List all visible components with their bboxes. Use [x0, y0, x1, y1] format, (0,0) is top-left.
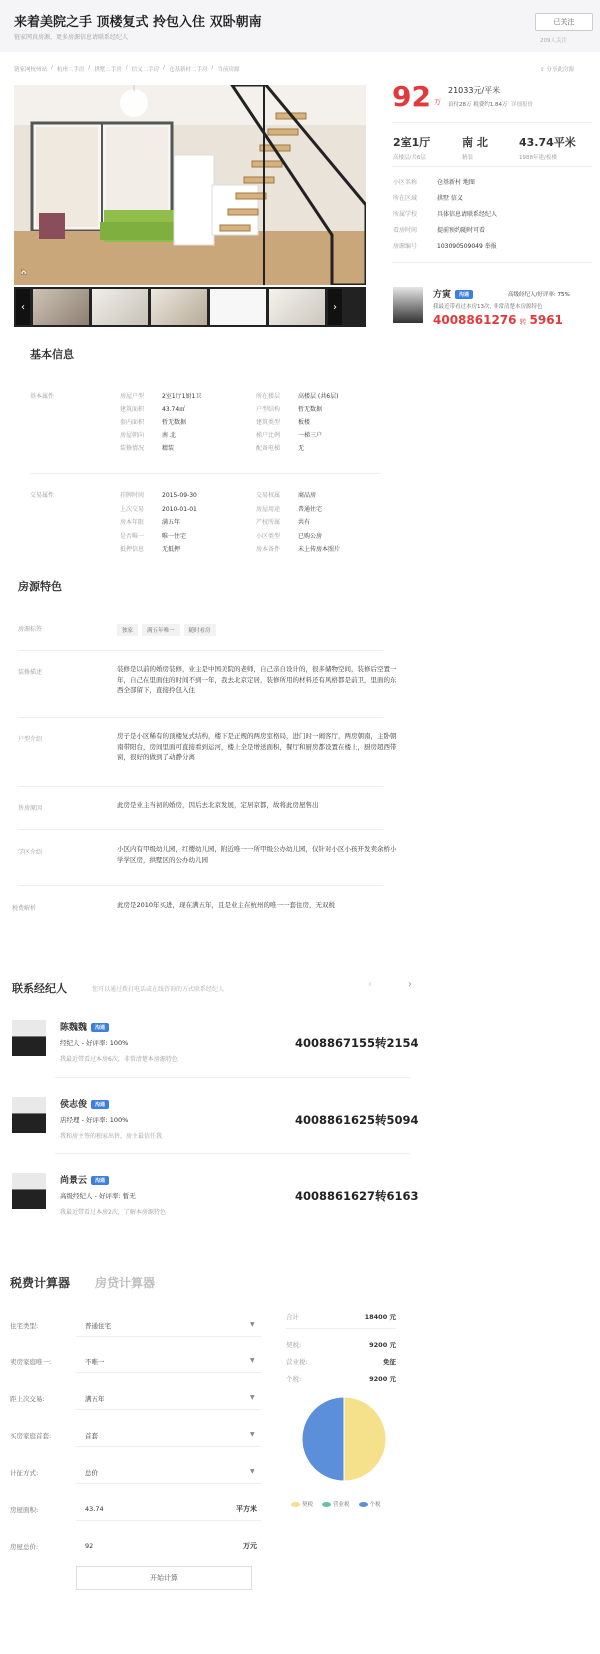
chevron-down-icon[interactable]: ▼ — [250, 1394, 255, 1401]
agent-note: 我最近带看过本房2次，了解本房源特色 — [60, 1209, 166, 1216]
label-seller-unique: 卖房家庭唯一: — [10, 1358, 52, 1366]
school-text: 小区内有甲级幼儿园，红缨幼儿园，附近唯一一所甲级公办幼儿园，仅针对小区小孩开发卖余桥小学学区房，拱墅区的公办幼儿园 — [117, 845, 397, 864]
legend-item: 契税 — [291, 1500, 313, 1508]
share-link[interactable]: ⇪ 分享此房源 — [540, 67, 574, 73]
tax-pie-chart — [301, 1396, 387, 1482]
follow-count: 209人关注 — [540, 38, 567, 44]
feature-tag: 随时看房 — [184, 624, 216, 636]
breadcrumb: 链家网杭州站 / 杭州二手房 / 拱墅二手房 / 信义二手房 / 仓基新村二手房 / 当前房源 — [14, 65, 240, 73]
floorplan-thumbnail[interactable] — [210, 289, 266, 325]
room-illustration — [14, 85, 366, 285]
label-tax-method: 计征方式: — [10, 1469, 39, 1477]
chat-button[interactable]: 沟通 — [91, 1176, 109, 1185]
area-unit: 平方米 — [236, 1505, 257, 1513]
label-tags: 房源标签 — [18, 626, 43, 633]
follow-button[interactable]: 已关注 — [535, 13, 593, 31]
basic-attrs-right: 所在楼层 高楼层 (共6层) 户型结构 暂无数据 建筑类型 板楼 梯户比例 一梯三户 配备电梯 无 — [256, 393, 339, 452]
agent-role: 店经理 - 好评率: 100% — [60, 1116, 129, 1124]
breadcrumb-item: 当前房源 — [217, 67, 240, 73]
label-decoration: 装修描述 — [18, 669, 43, 676]
decoration-text: 装修是以前的婚房装修，业主是中国美院的老师，自己亲自设计的，很多储物空间，装修后空置一年，自己在里面住的时间不到一年，我去北京定居，装修所用的材料还有风格都是前卫，里面的东西全部留下，直接拎包入住 — [117, 665, 397, 695]
chat-button[interactable]: 沟通 — [91, 1100, 109, 1109]
fact-listing-id: 房源编号 103090509049 举报 — [393, 243, 497, 250]
thumbnail[interactable] — [33, 289, 89, 325]
breadcrumb-item[interactable]: 链家网杭州站 — [14, 67, 48, 73]
agent-note: 我最近带看过本房6次，非常清楚本房源特色 — [60, 1056, 178, 1063]
agent-name: 侯志俊 沟通 — [60, 1097, 109, 1110]
legend-swatch — [359, 1502, 368, 1507]
fact-school: 所属学校 具体信息请联系经纪人 — [393, 211, 498, 218]
chevron-down-icon[interactable]: ▼ — [250, 1357, 255, 1364]
section-title-basic: 基本信息 — [30, 348, 74, 361]
agent-avatar[interactable] — [12, 1097, 46, 1133]
agent-phone[interactable]: 4008861276 转 5961 — [433, 313, 563, 327]
input-total-price[interactable]: 92 — [85, 1542, 94, 1550]
section-title-contact: 联系经纪人 — [12, 982, 67, 995]
label-basic-attrs: 基本属性 — [30, 393, 55, 400]
breadcrumb-item[interactable]: 信义二手房 — [131, 67, 160, 73]
total-price: 92 — [392, 80, 431, 113]
chevron-down-icon[interactable]: ▼ — [250, 1321, 255, 1328]
unit-price: 21033元/平米 — [448, 86, 501, 95]
price-detail-link[interactable]: 详细报价 — [511, 102, 534, 108]
agent-avatar[interactable] — [393, 287, 423, 323]
agent-name: 尚景云 沟通 — [60, 1173, 109, 1186]
basic-attrs-left: 房屋户型 2室1厅1厨1卫 建筑面积 43.74㎡ 套内面积 暂无数据 房屋朝向 南 北 装修情况 精装 — [120, 393, 202, 452]
agent-phone[interactable]: 4008861627转6163 — [295, 1189, 419, 1203]
select-seller-unique[interactable]: 不唯一 — [85, 1358, 105, 1366]
label-trade-attrs: 交易属性 — [30, 492, 55, 499]
fact-community: 小区名称 仓基新村 地图 — [393, 179, 475, 186]
label-sale-reason: 售房原因 — [18, 805, 43, 812]
legend-swatch — [322, 1502, 331, 1507]
agent-avatar[interactable] — [12, 1173, 46, 1209]
next-arrow-icon[interactable]: › — [408, 979, 412, 990]
watermark-icon: 🏠 — [20, 269, 28, 276]
result-income-tax: 个税: 9200 元 — [286, 1375, 396, 1383]
tab-tax-calculator[interactable]: 税费计算器 — [10, 1276, 71, 1290]
label-area: 房屋面积: — [10, 1506, 39, 1514]
chevron-down-icon[interactable]: ▼ — [250, 1468, 255, 1475]
select-tax-method[interactable]: 总价 — [85, 1469, 98, 1477]
legend-swatch — [291, 1502, 300, 1507]
pie-slice-deed-tax — [344, 1397, 386, 1481]
fact-district: 所在区域 拱墅 信义 — [393, 195, 463, 202]
pie-legend — [291, 1500, 381, 1508]
label-last-trade: 距上次交易: — [10, 1395, 45, 1403]
sale-reason-text: 此房是业主当初的婚房，因后去北京发展，定居京都，故将此房屋售出 — [117, 801, 319, 809]
thumbnail[interactable] — [151, 289, 207, 325]
down-payment: 首付28万 税费约1.84万 详细报价 — [448, 102, 534, 108]
agent-phone[interactable]: 4008861625转5094 — [295, 1113, 419, 1127]
select-buyer-first[interactable]: 首套 — [85, 1432, 98, 1440]
feature-tag: 满五年唯一 — [142, 624, 180, 636]
result-total: 合计 18400 元 — [286, 1313, 396, 1321]
label-buyer-first: 买房家庭首套: — [10, 1432, 52, 1440]
tax-text: 此房是2010年买进，现在满五年，且是业主在杭州的唯一一套住房，无双税 — [117, 901, 336, 909]
prev-arrow-icon[interactable]: ‹ — [368, 979, 372, 990]
pie-slice-income-tax — [302, 1397, 344, 1481]
agent-rating: 高级经纪人/好评率: 75% — [508, 292, 570, 298]
chat-button[interactable]: 沟通 — [455, 290, 473, 299]
trade-attrs-right: 交易权属 商品房 房屋用途 普通住宅 产权所属 共有 小区类型 已购公房 房本备件 未上传房本照片 — [256, 492, 341, 553]
select-last-trade[interactable]: 满五年 — [85, 1395, 105, 1403]
agent-role: 经纪人 - 好评率: 100% — [60, 1039, 129, 1047]
stat-orientation: 南 北 精装 — [462, 136, 488, 161]
stat-layout: 2室1厅 高楼层/共6层 — [393, 136, 431, 161]
listing-subtitle: 链家网真房源，更多房源信息请联系经纪人 — [14, 34, 129, 41]
select-house-type[interactable]: 普通住宅 — [85, 1322, 111, 1330]
label-total-price: 房屋总价: — [10, 1543, 39, 1551]
fact-viewing-time: 看房时间 提前预约随时可看 — [393, 227, 486, 234]
thumbnail-strip — [14, 287, 366, 327]
total-price-unit: 万 — [434, 98, 441, 106]
agent-note: 我最近带看过本房13次, 非常清楚本房源特色 — [433, 304, 543, 310]
thumbnail-prev-button[interactable]: ‹ — [16, 289, 30, 325]
legend-item: 营业税 — [322, 1500, 350, 1508]
thumbnail[interactable] — [269, 289, 325, 325]
thumbnail-next-button[interactable]: › — [328, 289, 342, 325]
agent-avatar[interactable] — [12, 1020, 46, 1056]
result-deed-tax: 契税: 9200 元 — [286, 1341, 396, 1349]
breadcrumb-item[interactable]: 拱墅二手房 — [94, 67, 122, 73]
input-area[interactable]: 43.74 — [85, 1505, 104, 1513]
share-icon: ⇪ — [540, 67, 547, 73]
main-photo[interactable] — [14, 85, 366, 285]
breadcrumb-item[interactable]: 仓基新村二手房 — [169, 67, 208, 73]
layout-intro-text: 房子是小区稀有的顶楼复式结构，楼下是正规的两房室格局，进门时一闹客厅，两房朝南，主卧朝南带阳台，房间里面可直接看到运河，楼上全是增送面积，餐厅和厨房都设置在楼上，厨房超西带窗，很好的做到了动静分离 — [117, 732, 397, 762]
label-house-type: 住宅类型: — [10, 1322, 39, 1330]
agent-name: 方寅 沟通 — [433, 287, 473, 300]
calculate-button[interactable]: 开始计算 — [76, 1566, 252, 1590]
label-school: 学区介绍 — [18, 849, 43, 856]
listing-title: 来着美院之手 顶楼复式 拎包入住 双卧朝南 — [14, 15, 262, 30]
agent-phone[interactable]: 4008867155转2154 — [295, 1036, 419, 1050]
section-title-features: 房源特色 — [18, 580, 62, 593]
label-tax: 税费解析 — [12, 905, 37, 912]
legend-item: 个税 — [359, 1500, 381, 1508]
feature-tag: 独家 — [117, 624, 138, 636]
tab-loan-calculator[interactable]: 房贷计算器 — [95, 1276, 156, 1290]
agent-role: 高级经纪人 - 好评率: 暂无 — [60, 1192, 136, 1200]
price-unit: 万元 — [243, 1542, 257, 1550]
chevron-down-icon[interactable]: ▼ — [250, 1431, 255, 1438]
agent-note: 我和房主签的独家出售，房主最信任我 — [60, 1133, 163, 1140]
result-business-tax: 营业税: 免征 — [286, 1358, 396, 1366]
label-layout-intro: 户型介绍 — [18, 736, 43, 743]
stat-area: 43.74平米 1988年建/板楼 — [519, 136, 576, 161]
breadcrumb-item[interactable]: 杭州二手房 — [56, 67, 85, 73]
tag-list — [117, 624, 220, 636]
trade-attrs-left: 挂牌时间 2015-09-30 上次交易 2010-01-01 房本年限 满五年 是否唯一 唯一住宅 抵押信息 无抵押 — [120, 492, 197, 553]
chat-button[interactable]: 沟通 — [91, 1023, 109, 1032]
thumbnail[interactable] — [92, 289, 148, 325]
contact-hint: 您可以通过拨打电话或在线咨询的方式联系经纪人 — [92, 986, 225, 993]
agent-name: 陈魏魏 沟通 — [60, 1020, 109, 1033]
